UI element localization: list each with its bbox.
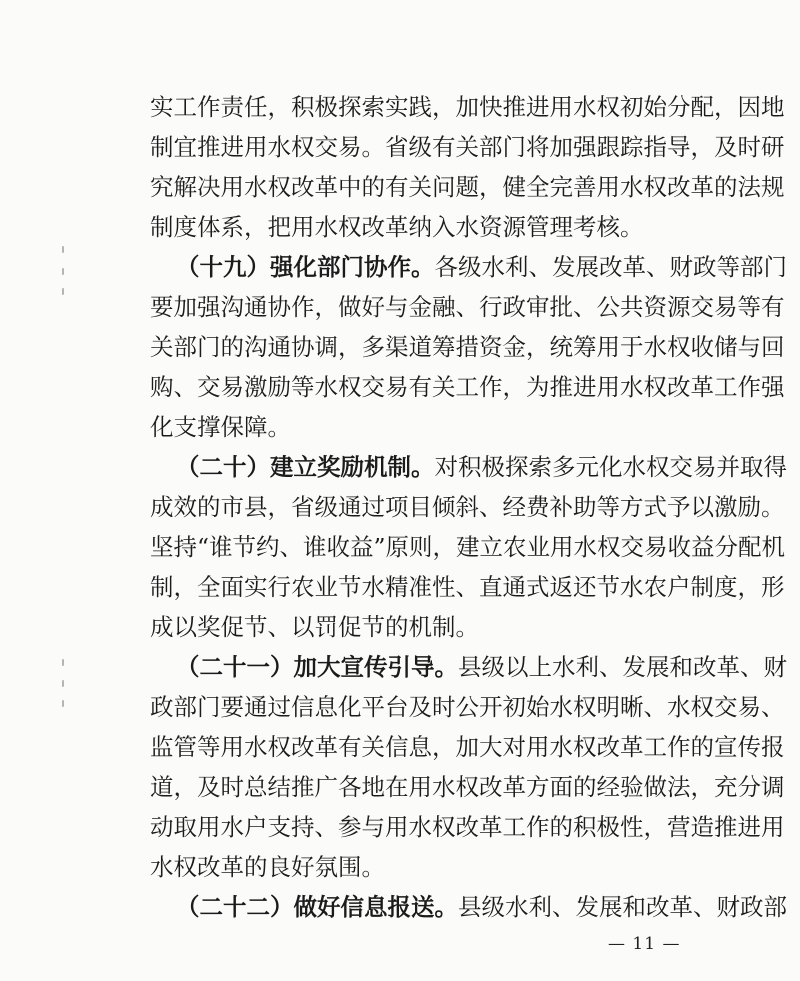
paragraph-line: 道，及时总结推广各地在用水权改革方面的经验做法，充分调 bbox=[150, 773, 785, 801]
section-first-line bbox=[176, 252, 787, 282]
section-text: 各级水利、发展改革、财政等部门 bbox=[434, 253, 787, 281]
paragraph-line: 制，全面实行农业节水精准性、直通式返还节水农户制度，形 bbox=[150, 573, 785, 601]
section-first-line bbox=[176, 452, 787, 482]
binding-mark bbox=[62, 268, 64, 275]
paragraph-line: 究解决用水权改革中的有关问题，健全完善用水权改革的法规 bbox=[150, 173, 785, 201]
paragraph-line: 政部门要通过信息化平台及时公开初始水权明晰、水权交易、 bbox=[150, 693, 785, 721]
paragraph-line: 动取用水户支持、参与用水权改革工作的积极性，营造推进用 bbox=[150, 813, 785, 841]
paragraph-line: 制度体系，把用水权改革纳入水资源管理考核。 bbox=[150, 213, 644, 241]
section-first-line bbox=[176, 652, 787, 682]
binding-mark bbox=[62, 700, 64, 707]
paragraph-line: 水权改革的良好氛围。 bbox=[150, 853, 385, 881]
binding-mark bbox=[62, 288, 64, 295]
binding-mark bbox=[62, 659, 64, 666]
paragraph-line: 化支撑保障。 bbox=[150, 413, 291, 441]
paragraph-line: 实工作责任，积极探索实践，加快推进用水权初始分配，因地 bbox=[150, 93, 785, 121]
paragraph-line: 成效的市县，省级通过项目倾斜、经费补助等方式予以激励。 bbox=[150, 493, 785, 521]
binding-mark bbox=[62, 246, 64, 253]
section-heading: （二十二）做好信息报送。 bbox=[176, 893, 458, 921]
section-text: 对积极探索多元化水权交易并取得 bbox=[434, 453, 787, 481]
section-heading: （二十）建立奖励机制。 bbox=[176, 453, 435, 481]
page-number: — 11 — bbox=[608, 934, 681, 954]
section-text: 县级以上水利、发展和改革、财 bbox=[458, 653, 787, 681]
paragraph-line: 购、交易激励等水权交易有关工作，为推进用水权改革工作强 bbox=[150, 373, 785, 401]
section-first-line bbox=[176, 892, 787, 922]
paragraph-line: 坚持“谁节约、谁收益”原则，建立农业用水权交易收益分配机 bbox=[150, 533, 786, 561]
section-heading: （二十一）加大宣传引导。 bbox=[176, 653, 458, 681]
paragraph-line: 关部门的沟通协调，多渠道筹措资金，统筹用于水权收储与回 bbox=[150, 333, 785, 361]
paragraph-line: 制宜推进用水权交易。省级有关部门将加强跟踪指导，及时研 bbox=[150, 133, 785, 161]
section-text: 县级水利、发展和改革、财政部 bbox=[458, 893, 787, 921]
paragraph-line: 成以奖促节、以罚促节的机制。 bbox=[150, 613, 479, 641]
paragraph-line: 要加强沟通协作，做好与金融、行政审批、公共资源交易等有 bbox=[150, 293, 785, 321]
section-heading: （十九）强化部门协作。 bbox=[176, 253, 435, 281]
binding-mark bbox=[62, 680, 64, 687]
paragraph-line: 监管等用水权改革有关信息，加大对用水权改革工作的宣传报 bbox=[150, 733, 785, 761]
